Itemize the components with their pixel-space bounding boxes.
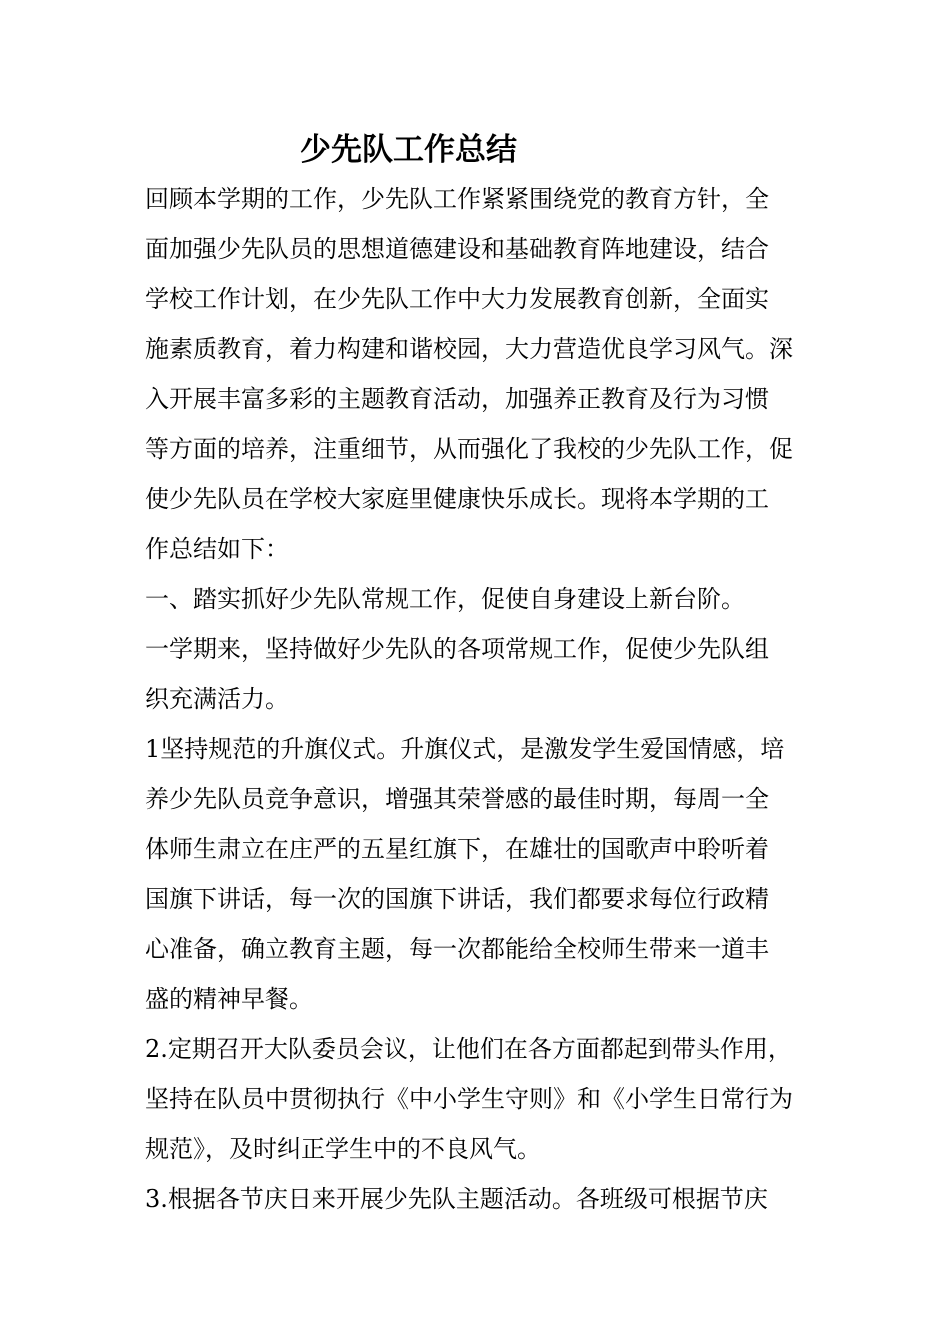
paragraph-line: 体师生肃立在庄严的五星红旗下，在雄壮的国歌声中聆听着: [145, 835, 769, 863]
paragraph-line: 一学期来，坚持做好少先队的各项常规工作，促使少先队组: [145, 635, 769, 663]
paragraph-line: 学校工作计划，在少先队工作中大力发展教育创新，全面实: [145, 285, 769, 313]
list-item-line: 3.根据各节庆日来开展少先队主题活动。各班级可根据节庆: [145, 1185, 768, 1213]
paragraph-line: 施素质教育，着力构建和谐校园，大力营造优良学习风气。深: [145, 335, 793, 363]
paragraph-line: 规范》，及时纠正学生中的不良风气。: [145, 1135, 541, 1163]
paragraph-line: 坚持在队员中贯彻执行《中小学生守则》和《小学生日常行为: [145, 1085, 793, 1113]
list-item-line: 2.定期召开大队委员会议，让他们在各方面都起到带头作用，: [145, 1035, 792, 1063]
paragraph-line: 面加强少先队员的思想道德建设和基础教育阵地建设，结合: [145, 235, 769, 263]
paragraph-line: 作总结如下：: [145, 535, 289, 563]
paragraph-line: 国旗下讲话，每一次的国旗下讲话，我们都要求每位行政精: [145, 885, 769, 913]
paragraph-line: 入开展丰富多彩的主题教育活动，加强养正教育及行为习惯: [145, 385, 769, 413]
paragraph-line: 织充满活力。: [145, 685, 289, 713]
paragraph-line: 回顾本学期的工作，少先队工作紧紧围绕党的教育方针，全: [145, 185, 769, 213]
section-heading: 一、踏实抓好少先队常规工作，促使自身建设上新台阶。: [145, 585, 745, 613]
paragraph-line: 使少先队员在学校大家庭里健康快乐成长。现将本学期的工: [145, 485, 769, 513]
document-title: 少先队工作总结: [300, 132, 517, 168]
list-item-line: 1坚持规范的升旗仪式。升旗仪式，是激发学生爱国情感，培: [145, 735, 785, 763]
paragraph-line: 心准备，确立教育主题，每一次都能给全校师生带来一道丰: [145, 935, 769, 963]
paragraph-line: 养少先队员竞争意识，增强其荣誉感的最佳时期，每周一全: [145, 785, 769, 813]
paragraph-line: 等方面的培养，注重细节，从而强化了我校的少先队工作，促: [145, 435, 793, 463]
paragraph-line: 盛的精神早餐。: [145, 985, 313, 1013]
